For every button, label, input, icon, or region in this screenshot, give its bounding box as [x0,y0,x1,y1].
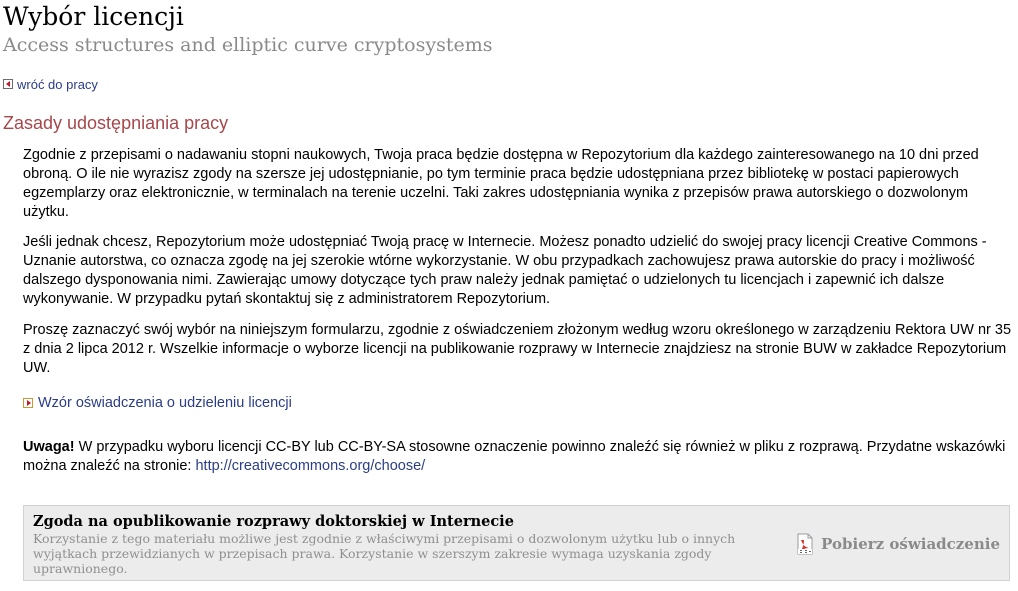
notice-text: W przypadku wyboru licencji CC-BY lub CC-BY-SA stosowne oznaczenie powinno znaleźć się również w pliku z rozprawą. Przydatne wskazówki można znaleźć na stronie: [23,439,1006,474]
notice-label: Uwaga! [23,439,75,455]
section-title: Zasady udostępniania pracy [3,113,229,133]
expand-icon [23,398,33,408]
consent-title: Zgoda na opublikowanie rozprawy doktorskiej w Internecie [33,513,514,530]
consent-box [23,505,1010,581]
consent-note: Korzystanie z tego materiału możliwe jest zgodnie z właściwymi przepisami o dozwolonym użytku lub o innych wyjątkach przewidzianych w przepisach prawa. Korzystanie w szerszym zakresie wymaga uzyskania zgody uprawnionego. [33,531,736,576]
notice [23,438,1013,476]
creative-commons-link[interactable]: http://creativecommons.org/choose/ [195,458,426,474]
license-template-label: Wzór oświadczenia o udzieleniu licencji [38,394,292,411]
page-title: Wybór licencji [3,2,184,31]
back-arrow-icon [3,79,13,89]
download-statement-label: Pobierz oświadczenie [821,535,1000,553]
paragraph-rules: Zgodnie z przepisami o nadawaniu stopni naukowych, Twoja praca będzie dostępna w Repozytorium dla każdego zainteresowanego na 10 dni przed obroną. O ile nie wyrazisz zgody na szersze jej udostępnianie, po tym terminie praca będzie udostępniana przez bibliotekę w postaci papierowych egzemplarzy oraz elektronicznie, w terminalach na terenie uczelni. Taki zakres udostępniania wynika z przepisów prawa autorskiego o dozwolonym użytku. [23,147,979,220]
back-to-work-label: wróć do pracy [17,76,98,92]
license-template-link[interactable] [23,393,292,412]
work-title: Access structures and elliptic curve cryptosystems [3,34,493,56]
paragraph-form: Proszę zaznaczyć swój wybór na niniejszym formularzu, zgodnie z oświadczeniem złożonym według wzoru określonego w zarządzeniu Rektora UW nr 35 z dnia 2 lipca 2012 r. Wszelkie informacje o wyborze licencji na publikowanie rozprawy w Internecie znajdziesz na stronie BUW w zakładce Repozytorium UW. [23,322,1012,376]
back-to-work-link[interactable] [3,76,98,92]
download-statement-button[interactable] [795,533,1000,555]
pdf-icon [795,533,815,555]
paragraph-internet: Jeśli jednak chcesz, Repozytorium może udostępniać Twoją pracę w Internecie. Możesz ponadto udzielić do swojej pracy licencji Creative Commons - Uznanie autorstwa, co oznacza zgodę na jej szerokie wtórne wykorzystanie. W obu przypadkach zachowujesz prawa autorskie do pracy i możliwość dalszego dysponowania nimi. Zawierając umowy dotyczące tych praw należy jednak pamiętać o udzielonych tu licencjach i zapewnić ich dalsze wykonywanie. W przypadku pytań skontaktuj się z administratorem Repozytorium. [23,234,987,307]
